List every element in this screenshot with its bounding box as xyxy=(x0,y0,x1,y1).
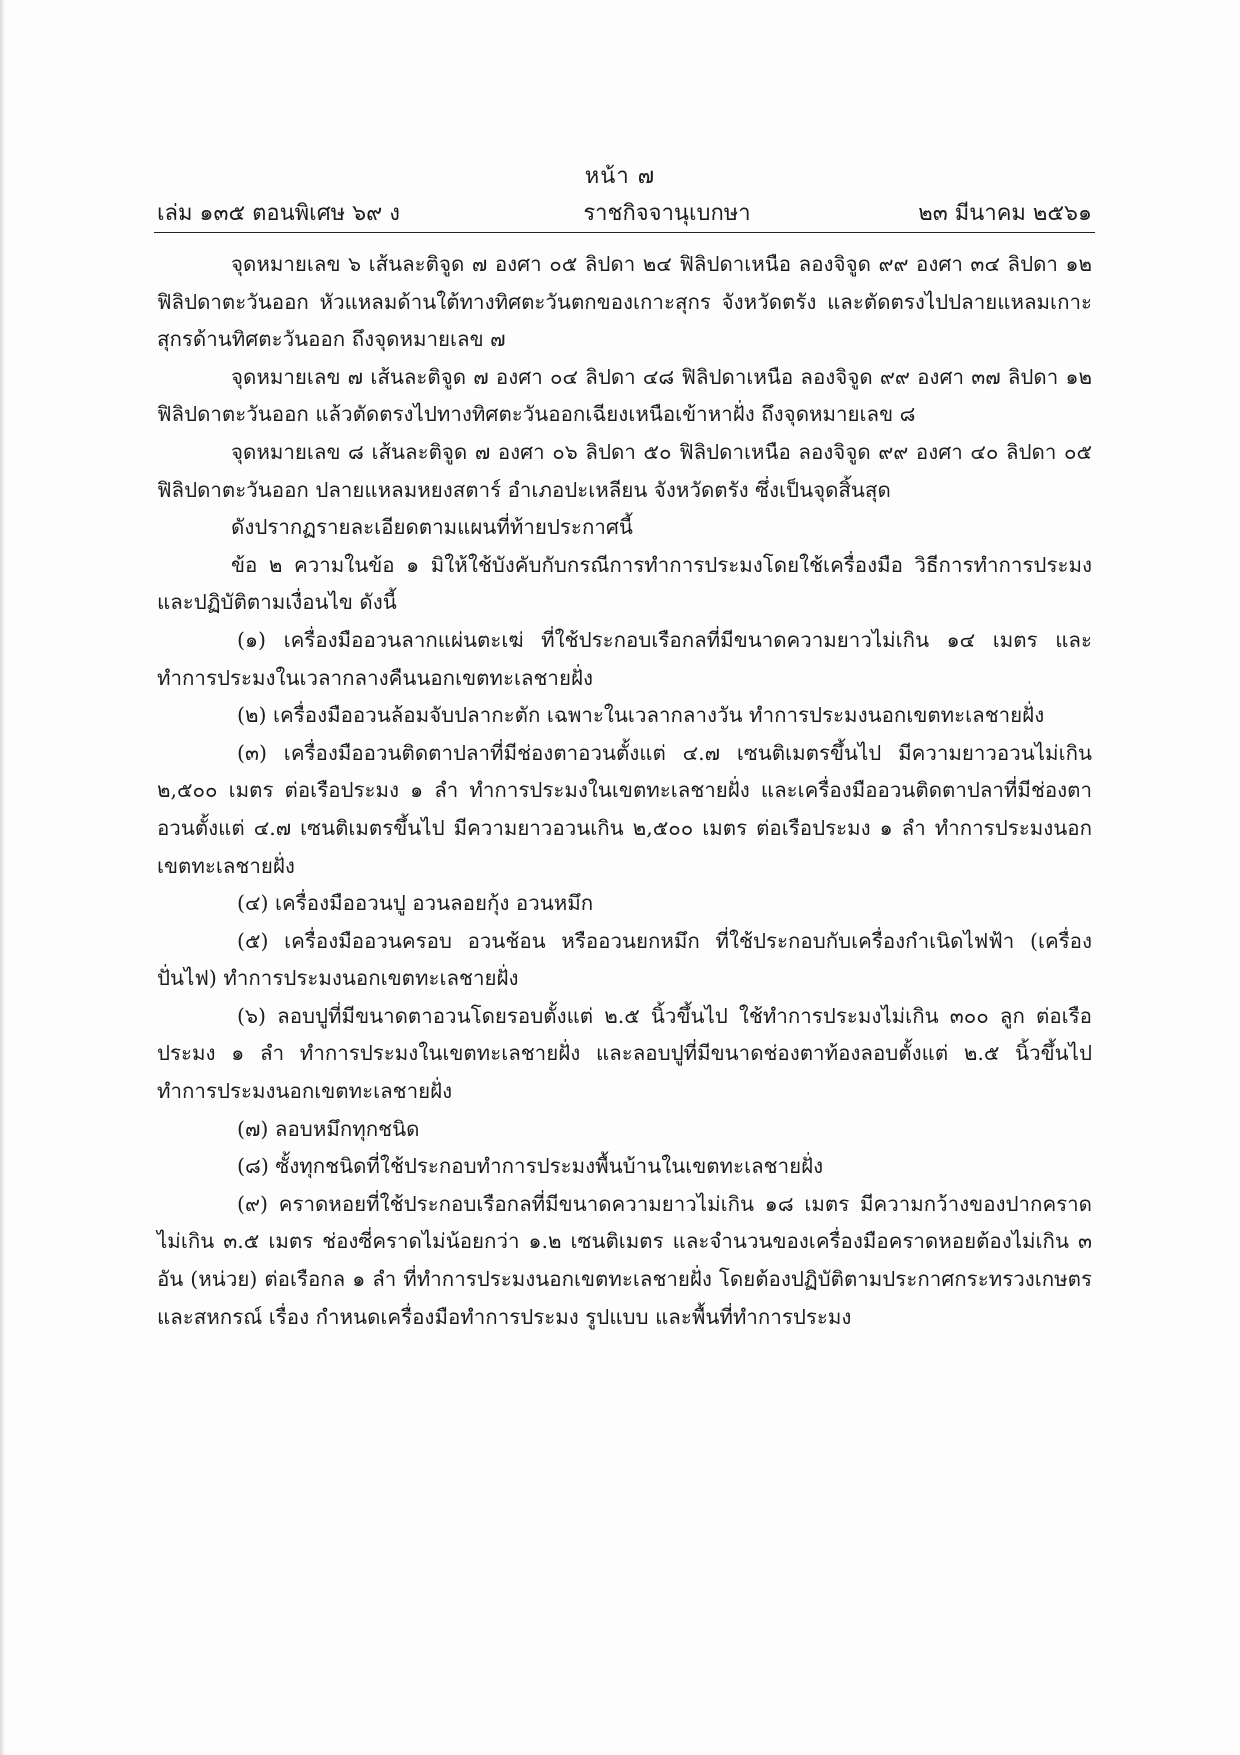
list-item-7: (๗) ลอบหมึกทุกชนิด xyxy=(237,1116,420,1141)
list-item-3: (๓) เครื่องมืออวนติดตาปลาที่มีช่องตาอวนตั้งแต่ ๔.๗ เซนติเมตรขึ้นไป มีความยาวอวนไม่เกิน ๒,๕๐๐ เมตร ต่อเรือประมง ๑ ลำ ทำการประมงในเขตทะเลชายฝั่ง และเครื่องมืออวนติดตาปลาที่มีช่องตาอวนตั้งแต่ ๔.๗ เซนติเมตรขึ้นไป มีความยาวอวนเกิน ๒,๕๐๐ เมตร ต่อเรือประมง ๑ ลำ ทำการประมงนอกเขตทะเลชายฝั่ง xyxy=(157,740,1092,878)
volume-issue: เล่ม ๑๓๕ ตอนพิเศษ ๖๙ ง xyxy=(157,201,400,226)
document-body xyxy=(157,246,1092,1336)
list-item-4: (๔) เครื่องมืออวนปู อวนลอยกุ้ง อวนหมึก xyxy=(237,891,594,916)
publication-title: ราชกิจจานุเบกษา xyxy=(583,201,751,226)
list-item-8: (๘) ซั้งทุกชนิดที่ใช้ประกอบทำการประมงพื้นบ้านในเขตทะเลชายฝั่ง xyxy=(237,1154,824,1179)
paragraph-point-8: จุดหมายเลข ๘ เส้นละติจูด ๗ องศา ๐๖ ลิปดา ๕๐ ฟิลิปดาเหนือ ลองจิจูด ๙๙ องศา ๔๐ ลิปดา ๐๕ ฟิลิปดาตะวันออก ปลายแหลมหยงสตาร์ อำเภอปะเหลียน จังหวัดตรัง ซึ่งเป็นจุดสิ้นสุด xyxy=(157,439,1092,502)
paragraph-point-7: จุดหมายเลข ๗ เส้นละติจูด ๗ องศา ๐๔ ลิปดา ๔๘ ฟิลิปดาเหนือ ลองจิจูด ๙๙ องศา ๓๗ ลิปดา ๑๒ ฟิลิปดาตะวันออก แล้วตัดตรงไปทางทิศตะวันออกเฉียงเหนือเข้าหาฝั่ง ถึงจุดหมายเลข ๘ xyxy=(157,364,1092,427)
page-number: หน้า ๗ xyxy=(584,164,656,189)
list-item-6: (๖) ลอบปูที่มีขนาดตาอวนโดยรอบตั้งแต่ ๒.๕ นิ้วขึ้นไป ใช้ทำการประมงไม่เกิน ๓๐๐ ลูก ต่อเรือประมง ๑ ลำ ทำการประมงในเขตทะเลชายฝั่ง และลอบปูที่มีขนาดช่องตาท้องลอบตั้งแต่ ๒.๕ นิ้วขึ้นไป ทำการประมงนอกเขตทะเลชายฝั่ง xyxy=(157,1003,1092,1104)
list-item-5: (๕) เครื่องมืออวนครอบ อวนช้อน หรืออวนยกหมึก ที่ใช้ประกอบกับเครื่องกำเนิดไฟฟ้า (เครื่องปั่นไฟ) ทำการประมงนอกเขตทะเลชายฝั่ง xyxy=(157,928,1092,991)
list-item-9: (๙) คราดหอยที่ใช้ประกอบเรือกลที่มีขนาดความยาวไม่เกิน ๑๘ เมตร มีความกว้างของปากคราดไม่เกิน ๓.๕ เมตร ช่องซี่คราดไม่น้อยกว่า ๑.๒ เซนติเมตร และจำนวนของเครื่องมือคราดหอยต้องไม่เกิน ๓ อัน (หน่วย) ต่อเรือกล ๑ ลำ ที่ทำการประมงนอกเขตทะเลชายฝั่ง โดยต้องปฏิบัติตามประกาศกระทรวงเกษตรและสหกรณ์ เรื่อง กำหนดเครื่องมือทำการประมง รูปแบบ และพื้นที่ทำการประมง xyxy=(157,1191,1092,1329)
list-item-1: (๑) เครื่องมืออวนลากแผ่นตะเฆ่ ที่ใช้ประกอบเรือกลที่มีขนาดความยาวไม่เกิน ๑๔ เมตร และทำการประมงในเวลากลางคืนนอกเขตทะเลชายฝั่ง xyxy=(157,627,1092,690)
paragraph-map-reference: ดังปรากฏรายละเอียดตามแผนที่ท้ายประกาศนี้ xyxy=(231,515,633,540)
paragraph-clause-2: ข้อ ๒ ความในข้อ ๑ มิให้ใช้บังคับกับกรณีการทำการประมงโดยใช้เครื่องมือ วิธีการทำการประมง และปฏิบัติตามเงื่อนไข ดังนี้ xyxy=(157,552,1092,615)
paragraph-point-6: จุดหมายเลข ๖ เส้นละติจูด ๗ องศา ๐๕ ลิปดา ๒๔ ฟิลิปดาเหนือ ลองจิจูด ๙๙ องศา ๓๔ ลิปดา ๑๒ ฟิลิปดาตะวันออก หัวแหลมด้านใต้ทางทิศตะวันตกของเกาะสุกร จังหวัดตรัง และตัดตรงไปปลายแหลมเกาะสุกรด้านทิศตะวันออก ถึงจุดหมายเลข ๗ xyxy=(157,252,1092,352)
scan-edge-shadow xyxy=(0,0,5,1755)
header-divider xyxy=(154,232,1095,233)
gazette-header xyxy=(157,195,1092,229)
list-item-2: (๒) เครื่องมืออวนล้อมจับปลากะตัก เฉพาะในเวลากลางวัน ทำการประมงนอกเขตทะเลชายฝั่ง xyxy=(237,703,1045,728)
publication-date: ๒๓ มีนาคม ๒๕๖๑ xyxy=(918,201,1092,226)
